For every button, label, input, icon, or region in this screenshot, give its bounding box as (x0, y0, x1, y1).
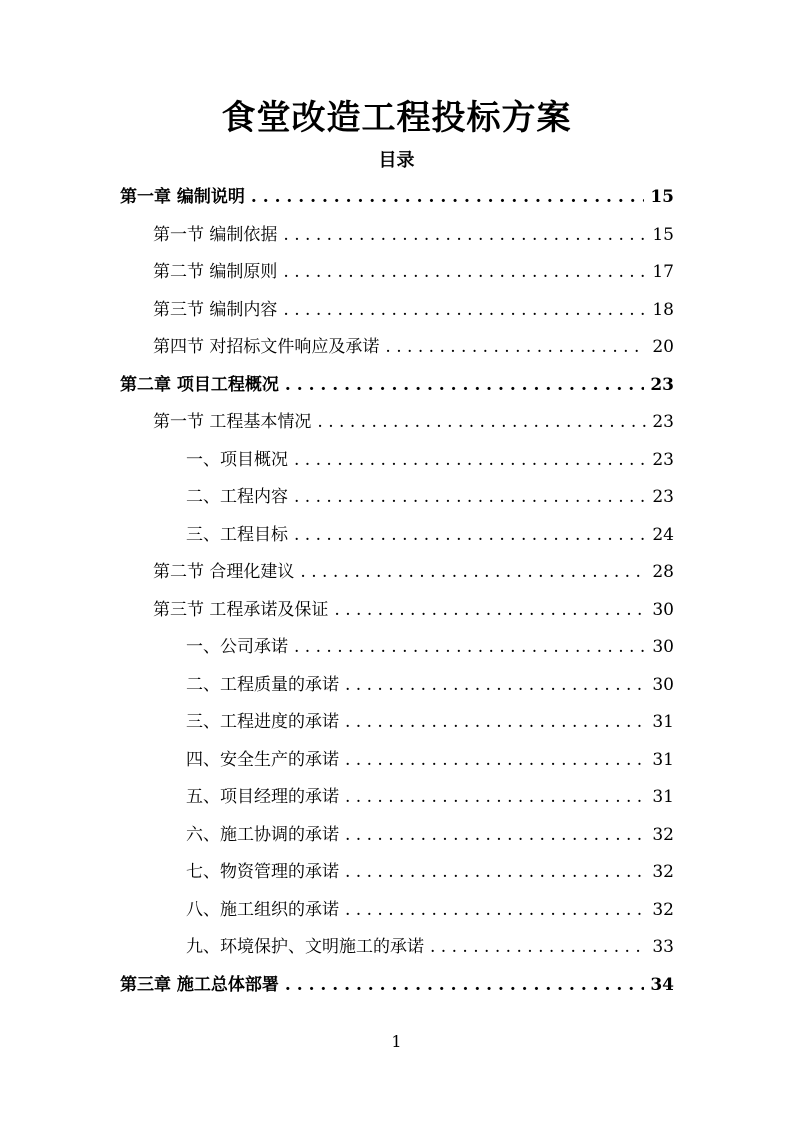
toc-entry-page: 30 (652, 599, 674, 620)
table-of-contents (120, 179, 674, 1004)
toc-leader-dots (294, 489, 646, 506)
toc-entry-page: 32 (652, 862, 674, 883)
toc-entry-page: 32 (652, 899, 674, 920)
toc-entry-chapter-3[interactable] (120, 967, 674, 1005)
toc-entry-page: 20 (652, 337, 674, 358)
toc-leader-dots (345, 827, 646, 844)
toc-entry-text: 第四节 对招标文件响应及承诺 (153, 337, 380, 358)
toc-entry-section[interactable] (120, 592, 674, 630)
toc-entry-text: 六、施工协调的承诺 (186, 824, 339, 845)
toc-entry-page: 34 (650, 974, 674, 995)
toc-leader-dots (300, 564, 646, 581)
toc-entry-subsection[interactable] (120, 892, 674, 930)
toc-entry-text: 第一章 编制说明 (120, 187, 245, 208)
toc-entry-text: 三、工程目标 (186, 524, 288, 545)
toc-entry-subsection[interactable] (120, 779, 674, 817)
toc-entry-page: 18 (652, 299, 674, 320)
toc-leader-dots (345, 789, 646, 806)
toc-entry-subsection[interactable] (120, 517, 674, 555)
toc-heading: 目录 (378, 150, 415, 171)
toc-leader-dots (251, 189, 644, 206)
toc-entry-page: 24 (652, 524, 674, 545)
toc-entry-section[interactable] (120, 554, 674, 592)
toc-entry-page: 23 (652, 487, 674, 508)
toc-entry-page: 23 (652, 412, 674, 433)
toc-entry-section[interactable] (120, 254, 674, 292)
toc-leader-dots (345, 752, 646, 769)
toc-entry-text: 一、项目概况 (186, 449, 288, 470)
toc-leader-dots (334, 602, 646, 619)
toc-entry-subsection[interactable] (120, 629, 674, 667)
toc-entry-text: 第三章 施工总体部署 (120, 974, 279, 995)
toc-leader-dots (317, 414, 646, 431)
toc-entry-page: 17 (652, 262, 674, 283)
toc-leader-dots (283, 227, 646, 244)
toc-leader-dots (430, 939, 646, 956)
toc-entry-subsection[interactable] (120, 704, 674, 742)
toc-leader-dots (294, 639, 646, 656)
page-number: 1 (391, 1032, 402, 1051)
toc-entry-page: 15 (652, 224, 674, 245)
toc-entry-subsection[interactable] (120, 929, 674, 967)
toc-entry-subsection[interactable] (120, 479, 674, 517)
toc-entry-text: 第一节 工程基本情况 (153, 412, 312, 433)
toc-entry-text: 第三节 编制内容 (153, 299, 278, 320)
toc-leader-dots (385, 339, 646, 356)
toc-entry-chapter-2[interactable] (120, 367, 674, 405)
toc-entry-text: 九、环境保护、文明施工的承诺 (186, 937, 424, 958)
toc-leader-dots (294, 527, 646, 544)
toc-entry-page: 31 (652, 787, 674, 808)
toc-entry-text: 第二章 项目工程概况 (120, 374, 279, 395)
toc-leader-dots (283, 264, 646, 281)
toc-entry-page: 23 (650, 374, 674, 395)
toc-entry-text: 第二节 编制原则 (153, 262, 278, 283)
toc-entry-subsection[interactable] (120, 667, 674, 705)
toc-leader-dots (345, 677, 646, 694)
toc-leader-dots (283, 302, 646, 319)
toc-leader-dots (345, 864, 646, 881)
toc-leader-dots (285, 977, 644, 994)
toc-entry-subsection[interactable] (120, 817, 674, 855)
toc-entry-page: 33 (652, 937, 674, 958)
toc-entry-section[interactable] (120, 404, 674, 442)
document-title: 食堂改造工程投标方案 (221, 98, 572, 138)
toc-entry-page: 32 (652, 824, 674, 845)
toc-entry-subsection[interactable] (120, 742, 674, 780)
toc-entry-section[interactable] (120, 329, 674, 367)
toc-entry-page: 31 (652, 712, 674, 733)
toc-entry-section[interactable] (120, 217, 674, 255)
toc-entry-text: 一、公司承诺 (186, 637, 288, 658)
toc-entry-page: 23 (652, 449, 674, 470)
toc-entry-text: 第一节 编制依据 (153, 224, 278, 245)
toc-entry-page: 28 (652, 562, 674, 583)
toc-entry-text: 二、工程质量的承诺 (186, 674, 339, 695)
toc-entry-chapter-1[interactable] (120, 179, 674, 217)
toc-entry-page: 31 (652, 749, 674, 770)
toc-entry-text: 五、项目经理的承诺 (186, 787, 339, 808)
toc-entry-text: 第二节 合理化建议 (153, 562, 295, 583)
toc-entry-text: 七、物资管理的承诺 (186, 862, 339, 883)
toc-leader-dots (345, 714, 646, 731)
toc-entry-text: 二、工程内容 (186, 487, 288, 508)
toc-entry-text: 四、安全生产的承诺 (186, 749, 339, 770)
toc-entry-subsection[interactable] (120, 854, 674, 892)
toc-entry-section[interactable] (120, 292, 674, 330)
toc-entry-page: 30 (652, 637, 674, 658)
toc-leader-dots (345, 902, 646, 919)
toc-leader-dots (285, 377, 644, 394)
toc-entry-page: 15 (650, 187, 674, 208)
toc-entry-text: 三、工程进度的承诺 (186, 712, 339, 733)
toc-entry-text: 第三节 工程承诺及保证 (153, 599, 329, 620)
toc-leader-dots (294, 452, 646, 469)
toc-entry-page: 30 (652, 674, 674, 695)
toc-entry-subsection[interactable] (120, 442, 674, 480)
toc-entry-text: 八、施工组织的承诺 (186, 899, 339, 920)
